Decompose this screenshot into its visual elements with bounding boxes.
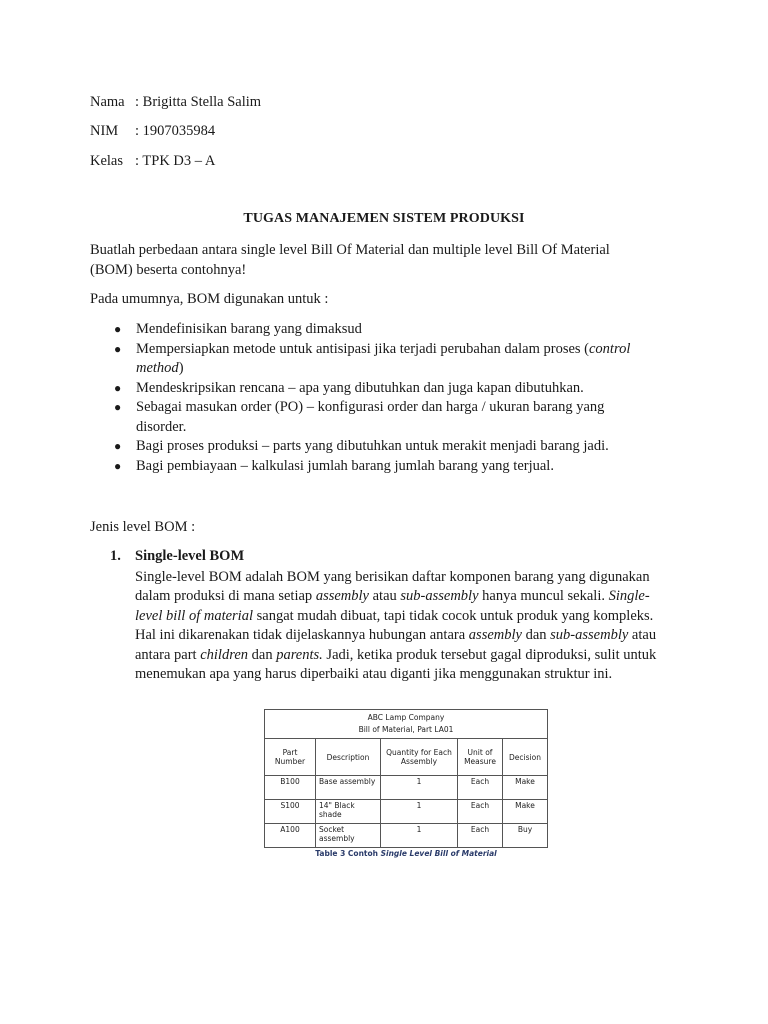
table-caption: Table 3 Contoh Single Level Bill of Material [315,849,497,858]
bullet-list [90,320,650,476]
bullet-icon: ● [114,322,122,336]
bom-table-figure [264,709,548,858]
table-row: A100 Socket assembly 1 Each Buy [265,824,548,848]
list-item: ● Mendeskripsikan rencana – apa yang dibutuhkan dan juga kapan dibutuhkan. [90,379,650,399]
kelas-label: Kelas [90,153,124,169]
table-row: B100 Base assembly 1 Each Make [265,776,548,800]
column-header: Decision [503,739,548,776]
column-header: Quantity for Each Assembly [381,739,458,776]
column-header: Description [316,739,381,776]
column-header: Part Number [265,739,316,776]
bullet-icon: ● [114,439,122,453]
table-row: S100 14" Black shade 1 Each Make [265,800,548,824]
table-header-row [265,739,548,776]
section-heading: Single-level BOM [135,548,245,564]
intro-line: Pada umumnya, BOM digunakan untuk : [90,291,329,307]
kelas-line [90,153,215,170]
column-header: Unit of Measure [458,739,503,776]
name-label: Nama [90,94,125,110]
question-paragraph: Buatlah perbedaan antara single level Bill Of Material dan multiple level Bill Of Material (BOM) beserta contohnya! [90,242,610,278]
section-body: Single-level BOM adalah BOM yang berisikan daftar komponen barang yang digunakan dalam produksi di mana setiap assembly atau sub-assembly hanya muncul sekali. Single-level bill of material sangat mudah dibuat, tapi tidak cocok untuk produk yang kompleks. Hal ini dikarenakan tidak dijelaskannya hubungan antara assembly dan sub-assembly atau antara part children dan parents. Jadi, ketika produk tersebut gagal diproduksi, sulit untuk menemukan apa yang harus diperbaiki atau diganti jika menggunakan struktur ini. [135,569,657,683]
table-caption-header: ABC Lamp Company Bill of Material, Part LA01 [265,710,548,739]
bullet-icon: ● [114,458,122,473]
bullet-icon: ● [114,341,122,356]
list-item: ● Bagi proses produksi – parts yang dibutuhkan untuk merakit menjadi barang jadi. [90,437,650,457]
bom-table [264,709,548,848]
bullet-icon: ● [114,380,122,395]
list-item [90,340,650,379]
list-item: ● Bagi pembiayaan – kalkulasi jumlah barang jumlah barang yang terjual. [90,457,650,477]
nim-label: NIM [90,123,119,139]
bullet-icon: ● [114,400,122,414]
list-item: ● Mendefinisikan barang yang dimaksud [90,320,650,340]
list-item: ● Sebagai masukan order (PO) – konfigurasi order dan harga / ukuran barang yang disorder. [114,399,605,435]
name-line [90,94,261,111]
kelas-value: : TPK D3 – A [135,153,216,169]
section-number: 1. [110,548,121,564]
document-title: TUGAS MANAJEMEN SISTEM PRODUKSI [243,211,525,226]
bullet-text: Mempersiapkan metode untuk antisipasi jika terjadi perubahan dalam proses (control method) [136,340,631,376]
nim-line [90,123,215,140]
jenis-heading: Jenis level BOM : [90,519,196,535]
name-value: : Brigitta Stella Salim [135,94,262,110]
nim-value: : 1907035984 [135,123,216,139]
